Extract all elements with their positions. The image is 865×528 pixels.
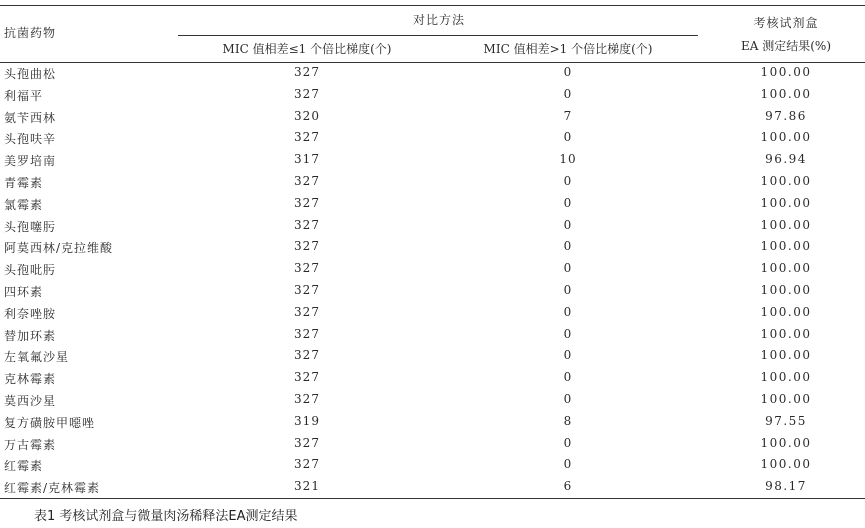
mic-beyond-cell: 7	[563, 108, 573, 123]
ea-result-cell: 100.00	[760, 283, 812, 297]
ea-result-cell: 100.00	[760, 239, 812, 254]
mic-beyond-cell: 0	[563, 86, 573, 101]
mic-within-cell: 327	[294, 457, 320, 472]
ea-result-cell: 100.00	[760, 348, 812, 363]
table-row	[0, 236, 865, 258]
mic-within-cell: 327	[294, 370, 320, 385]
mic-within-cell: 327	[294, 195, 320, 210]
drug-name-cell: 克林霉素	[4, 372, 57, 387]
table-row	[0, 149, 865, 171]
table-row	[0, 171, 865, 193]
mic-beyond-cell: 0	[563, 261, 573, 276]
mic-beyond-cell: 0	[563, 435, 573, 450]
table-row	[0, 324, 865, 346]
table-row	[0, 345, 865, 367]
drug-name-cell: 头孢噻肟	[4, 219, 57, 234]
mic-beyond-cell: 0	[563, 348, 573, 363]
mic-beyond-cell: 8	[563, 413, 573, 428]
drug-name-cell: 万古霉素	[4, 437, 57, 452]
drug-name-cell: 氯霉素	[4, 197, 44, 212]
table-row	[0, 454, 865, 476]
drug-name-cell: 左氧氟沙星	[4, 350, 70, 365]
table-row	[0, 193, 865, 215]
mic-within-cell: 327	[294, 348, 320, 363]
drug-name-cell: 头孢呋辛	[4, 132, 57, 147]
mic-within-cell: 327	[294, 283, 320, 297]
ea-result-cell: 100.00	[760, 261, 812, 276]
mic-within-cell: 327	[294, 130, 320, 145]
table-row	[0, 106, 865, 128]
drug-name-cell: 利福平	[4, 88, 44, 103]
table-row	[0, 258, 865, 280]
ea-result-cell: 100.00	[760, 86, 812, 101]
ea-result-cell: 100.00	[760, 130, 812, 145]
mic-within-cell: 327	[294, 174, 320, 188]
mic-beyond-cell: 0	[563, 370, 573, 385]
mic-within-cell: 317	[294, 152, 320, 167]
header-col-a: MIC 值相差≤1 个倍比梯度(个)	[222, 42, 392, 56]
mic-within-cell: 327	[294, 304, 320, 319]
table-row	[0, 389, 865, 411]
header-compare-group: 对比方法	[412, 13, 466, 27]
mic-beyond-cell: 0	[563, 326, 573, 341]
top-rule	[0, 5, 865, 6]
table-row	[0, 215, 865, 237]
table-caption: 表1 考核试剂盒与微量肉汤稀释法EA测定结果	[34, 509, 298, 524]
mic-beyond-cell: 10	[559, 152, 577, 167]
mic-within-cell: 327	[294, 86, 320, 101]
ea-result-cell: 100.00	[760, 195, 812, 210]
table-row	[0, 302, 865, 324]
mic-beyond-cell: 0	[563, 195, 573, 210]
table-row	[0, 411, 865, 433]
drug-name-cell: 利奈唑胺	[4, 306, 57, 321]
ea-result-cell: 100.00	[760, 370, 812, 385]
ea-result-cell: 100.00	[760, 304, 812, 319]
drug-name-cell: 美罗培南	[4, 154, 57, 169]
header-result-line1: 考核试剂盒	[753, 16, 819, 30]
drug-name-cell: 红霉素/克林霉素	[4, 481, 101, 496]
drug-name-cell: 阿莫西林/克拉维酸	[4, 241, 114, 256]
header-col-b: MIC 值相差>1 个倍比梯度(个)	[483, 42, 653, 56]
table-row	[0, 127, 865, 149]
mic-within-cell: 327	[294, 239, 320, 254]
ea-result-cell: 100.00	[760, 326, 812, 341]
drug-name-cell: 青霉素	[4, 176, 44, 190]
table-row	[0, 476, 865, 498]
drug-name-cell: 头孢曲松	[4, 67, 57, 81]
mic-beyond-cell: 0	[563, 174, 573, 188]
header-result-line2: EA 测定结果(%)	[740, 39, 832, 53]
drug-name-cell: 四环素	[4, 285, 44, 299]
drug-name-cell: 头孢吡肟	[4, 263, 57, 278]
mic-beyond-cell: 6	[563, 479, 573, 494]
mic-within-cell: 321	[294, 479, 320, 494]
drug-name-cell: 替加环素	[4, 328, 57, 343]
ea-result-cell: 100.00	[760, 435, 812, 450]
ea-result-cell: 100.00	[760, 392, 812, 406]
mic-within-cell: 327	[294, 217, 320, 232]
mic-beyond-cell: 0	[563, 217, 573, 232]
mic-beyond-cell: 0	[563, 283, 573, 297]
header-drug: 抗菌药物	[4, 26, 57, 40]
mic-within-cell: 327	[294, 392, 320, 406]
ea-result-cell: 100.00	[760, 174, 812, 188]
ea-result-cell: 97.86	[765, 108, 807, 123]
mic-beyond-cell: 0	[563, 392, 573, 406]
table-row	[0, 367, 865, 389]
mic-within-cell: 327	[294, 261, 320, 276]
mic-within-cell: 327	[294, 326, 320, 341]
mic-within-cell: 319	[294, 413, 320, 428]
mic-within-cell: 320	[294, 108, 320, 123]
mic-beyond-cell: 0	[563, 304, 573, 319]
drug-name-cell: 氨苄西林	[4, 110, 57, 125]
mic-within-cell: 327	[294, 435, 320, 450]
drug-name-cell: 红霉素	[4, 459, 44, 474]
mic-within-cell: 327	[294, 65, 320, 79]
table-row	[0, 84, 865, 106]
ea-result-cell: 98.17	[765, 479, 807, 494]
table-row	[0, 280, 865, 302]
ea-result-cell: 96.94	[765, 152, 807, 167]
ea-result-cell: 100.00	[760, 457, 812, 472]
ea-result-cell: 97.55	[765, 413, 807, 428]
drug-name-cell: 复方磺胺甲噁唑	[4, 415, 96, 430]
ea-result-cell: 100.00	[760, 65, 812, 79]
mic-beyond-cell: 0	[563, 457, 573, 472]
mic-beyond-cell: 0	[563, 239, 573, 254]
ea-result-cell: 100.00	[760, 217, 812, 232]
mic-beyond-cell: 0	[563, 65, 573, 79]
table-row	[0, 433, 865, 455]
mic-beyond-cell: 0	[563, 130, 573, 145]
group-rule	[178, 35, 698, 36]
drug-name-cell: 莫西沙星	[4, 394, 57, 408]
table-row	[0, 62, 865, 84]
